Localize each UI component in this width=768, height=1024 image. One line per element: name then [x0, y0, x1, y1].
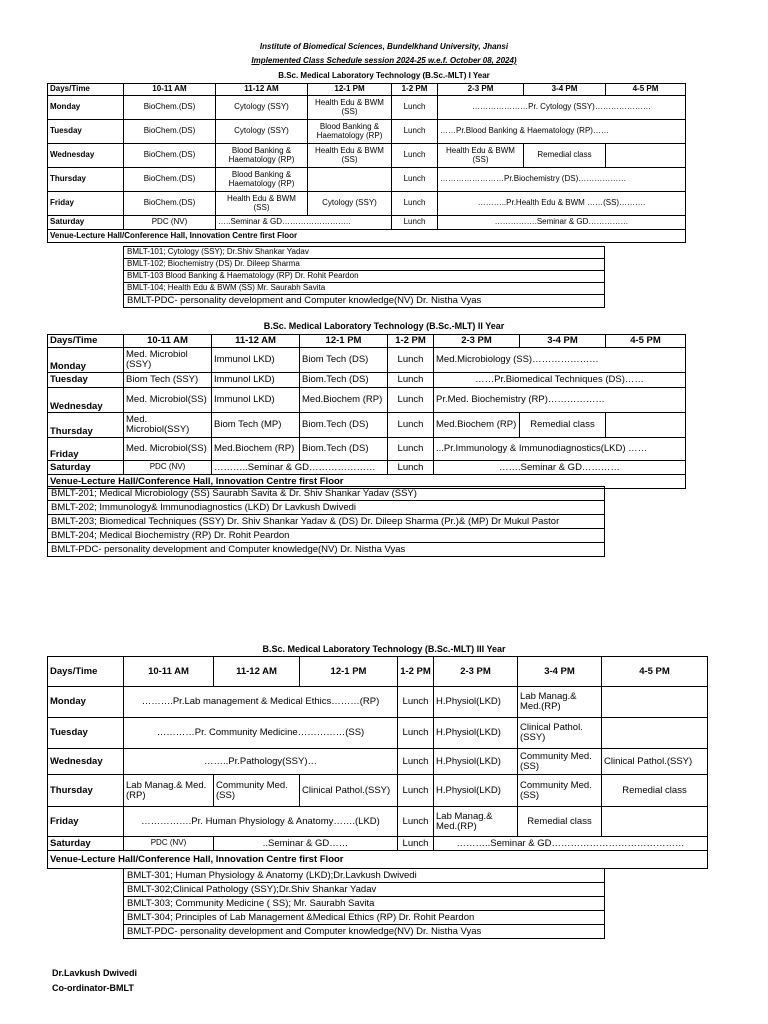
class-cell: ……Pr.Blood Banking & Haematology (RP)…… — [438, 120, 686, 144]
class-cell: Remedial class — [520, 413, 606, 438]
lunch-cell: Lunch — [398, 687, 434, 718]
lunch-cell: Lunch — [388, 348, 434, 373]
class-cell: Lab Manag.& Med.(RP) — [124, 775, 214, 807]
class-cell: Community Med.(SS) — [214, 775, 300, 807]
class-cell: Cytology (SSY) — [308, 192, 392, 216]
list-item — [124, 911, 605, 925]
paper-text: BMLT-301; Human Physiology & Anatomy (LKD);Dr.Lavkush Dwivedi — [124, 869, 605, 883]
table-row — [48, 807, 708, 837]
schedule-title: Implemented Class Schedule session 2024-25 w.e.f. October 08, 2024) — [251, 56, 517, 65]
class-cell: …………Pr. Community Medicine……………(SS) — [124, 718, 398, 749]
table-row — [48, 718, 708, 749]
coordinator-role: Co-ordinator-BMLT — [52, 983, 134, 993]
col-header: 11-12 AM — [216, 84, 308, 96]
lunch-cell: Lunch — [388, 413, 434, 438]
class-cell: …………………Pr. Cytology (SSY)………………… — [438, 96, 686, 120]
day-cell: Monday — [48, 687, 124, 718]
class-cell: Blood Banking & Haematology (RP) — [216, 168, 308, 192]
year1-timetable — [47, 83, 686, 243]
table-row — [48, 413, 686, 438]
col-header: 4-5 PM — [602, 657, 708, 687]
class-cell: Community Med.(SS) — [518, 775, 602, 807]
lunch-cell: Lunch — [392, 96, 438, 120]
col-header: 11-12 AM — [212, 335, 300, 348]
class-cell: Immunol LKD) — [212, 388, 300, 413]
table-row — [48, 144, 686, 168]
class-cell: …….Seminar & GD………… — [434, 461, 686, 475]
list-item — [48, 543, 605, 557]
class-cell: ………..Seminar & GD…………………………………… — [434, 837, 708, 851]
class-cell: PDC (NV) — [124, 216, 216, 230]
class-cell: BioChem.(DS) — [124, 120, 216, 144]
lunch-cell: Lunch — [398, 749, 434, 775]
class-cell: Immunol LKD) — [212, 373, 300, 388]
paper-text: BMLT-104; Health Edu & BWM (SS) Mr. Saurabh Savita — [124, 283, 605, 295]
col-header: Days/Time — [48, 335, 124, 348]
day-cell: Wednesday — [48, 144, 124, 168]
day-cell: Tuesday — [48, 120, 124, 144]
paper-text: BMLT-PDC- personality development and Computer knowledge(NV) Dr. Nistha Vyas — [124, 925, 605, 939]
class-cell: Blood Banking & Haematology (RP) — [308, 120, 392, 144]
venue-text: Venue-Lecture Hall/Conference Hall, Innovation Centre first Floor — [48, 851, 708, 869]
paper-text: BMLT-101; Cytology (SSY); Dr.Shiv Shankar Yadav — [124, 247, 605, 259]
year2-timetable — [47, 334, 686, 489]
paper-text: BMLT-201; Medical Microbiology (SS) Saurabh Savita & Dr. Shiv Shankar Yadav (SSY) — [48, 487, 605, 501]
paper-text: BMLT-304; Principles of Lab Management &Medical Ethics (RP) Dr. Rohit Peardon — [124, 911, 605, 925]
col-header: 1-2 PM — [398, 657, 434, 687]
class-cell: Med. Microbiol(SSY) — [124, 413, 212, 438]
list-item — [124, 897, 605, 911]
year3-timetable — [47, 656, 708, 869]
paper-text: BMLT-103 Blood Banking & Haematology (RP) Dr. Rohit Peardon — [124, 271, 605, 283]
coordinator-name: Dr.Lavkush Dwivedi — [52, 968, 138, 978]
paper-text: BMLT-PDC- personality development and Computer knowledge(NV) Dr. Nistha Vyas — [124, 295, 605, 308]
table-row — [48, 192, 686, 216]
list-item — [124, 883, 605, 897]
lunch-cell: Lunch — [388, 438, 434, 461]
table-row — [48, 120, 686, 144]
class-cell: Biom.Tech (DS) — [300, 438, 388, 461]
lunch-cell: Lunch — [388, 373, 434, 388]
col-header: 3-4 PM — [524, 84, 606, 96]
class-cell: Health Edu & BWM (SS) — [308, 144, 392, 168]
lunch-cell: Lunch — [398, 807, 434, 837]
class-cell: Med.Microbiology (SS)………………… — [434, 348, 686, 373]
paper-text: BMLT-302;Clinical Pathology (SSY);Dr.Shiv Shankar Yadav — [124, 883, 605, 897]
class-cell: Remedial class — [518, 807, 602, 837]
col-header: Days/Time — [48, 84, 124, 96]
table-row — [48, 388, 686, 413]
class-cell: Biom Tech (SSY) — [124, 373, 212, 388]
table-header-row — [48, 657, 708, 687]
class-cell: Pr.Med. Biochemistry (RP)……………… — [434, 388, 686, 413]
lunch-cell: Lunch — [388, 388, 434, 413]
paper-text: BMLT-102; Biochemistry (DS) Dr. Dileep Sharma — [124, 259, 605, 271]
class-cell: Remedial class — [524, 144, 606, 168]
col-header: Days/Time — [48, 657, 124, 687]
day-cell: Thursday — [48, 413, 124, 438]
class-cell: Biom.Tech (DS) — [300, 373, 388, 388]
class-cell: Lab Manag.& Med.(RP) — [518, 687, 602, 718]
lunch-cell: Lunch — [392, 192, 438, 216]
table-header-row — [48, 335, 686, 348]
year2-paper-list — [47, 486, 605, 557]
class-cell: Med. Microbiol (SSY) — [124, 348, 212, 373]
col-header: 2-3 PM — [434, 657, 518, 687]
class-cell: H.Physiol(LKD) — [434, 687, 518, 718]
class-cell: PDC (NV) — [124, 837, 214, 851]
list-item — [124, 259, 605, 271]
day-cell: Wednesday — [48, 749, 124, 775]
venue-text: Venue-Lecture Hall/Conference Hall, Innovation Centre first Floor — [48, 475, 686, 489]
table-row — [48, 373, 686, 388]
list-item — [124, 271, 605, 283]
table-row — [48, 461, 686, 475]
day-cell: Monday — [48, 348, 124, 373]
day-cell: Tuesday — [48, 718, 124, 749]
col-header: 2-3 PM — [438, 84, 524, 96]
list-item — [48, 515, 605, 529]
day-cell: Thursday — [48, 168, 124, 192]
col-header: 12-1 PM — [308, 84, 392, 96]
class-cell: H.Physiol(LKD) — [434, 749, 518, 775]
class-cell: …………….Pr. Human Physiology & Anatomy…….(LKD) — [124, 807, 398, 837]
list-item — [124, 283, 605, 295]
class-cell: ……….Pr.Lab management & Medical Ethics………(RP) — [124, 687, 398, 718]
class-cell — [602, 718, 708, 749]
year1-title: B.Sc. Medical Laboratory Technology (B.Sc.-MLT) I Year — [278, 71, 490, 80]
day-cell: Saturday — [48, 216, 124, 230]
class-cell: Clinical Pathol.(SSY) — [300, 775, 398, 807]
day-cell: Thursday — [48, 775, 124, 807]
class-cell: Health Edu & BWM (SS) — [308, 96, 392, 120]
class-cell — [308, 168, 392, 192]
class-cell — [606, 144, 686, 168]
table-row — [48, 216, 686, 230]
institute-name: Institute of Biomedical Sciences, Bundelkhand University, Jhansi — [259, 42, 509, 51]
class-cell: …..Seminar & GD…………………….. — [216, 216, 392, 230]
venue-row — [48, 851, 708, 869]
paper-text: BMLT-203; Biomedical Techniques (SSY) Dr. Shiv Shankar Yadav & (DS) Dr. Dileep Sharma (Pr.)& (MP) Dr Mukul Pastor — [48, 515, 605, 529]
class-cell: ...Pr.Immunology & Immunodiagnostics(LKD) …… — [434, 438, 686, 461]
class-cell: Med. Microbiol(SS) — [124, 388, 212, 413]
class-cell: Med. Microbiol(SS) — [124, 438, 212, 461]
class-cell: ………..Seminar & GD………………… — [212, 461, 388, 475]
table-row — [48, 438, 686, 461]
class-cell: ……..Pr.Pathology(SSY)… — [124, 749, 398, 775]
day-cell: Friday — [48, 438, 124, 461]
list-item — [124, 869, 605, 883]
col-header: 10-11 AM — [124, 84, 216, 96]
class-cell: Health Edu & BWM (SS) — [216, 192, 308, 216]
table-row — [48, 687, 708, 718]
day-cell: Tuesday — [48, 373, 124, 388]
class-cell: Med.Biochem (RP) — [434, 413, 520, 438]
table-row — [48, 168, 686, 192]
class-cell: PDC (NV) — [124, 461, 212, 475]
lunch-cell: Lunch — [392, 120, 438, 144]
col-header: 3-4 PM — [520, 335, 606, 348]
lunch-cell: Lunch — [392, 168, 438, 192]
day-cell: Saturday — [48, 461, 124, 475]
table-row — [48, 348, 686, 373]
list-item — [124, 247, 605, 259]
venue-row — [48, 230, 686, 243]
class-cell: BioChem.(DS) — [124, 144, 216, 168]
class-cell — [602, 807, 708, 837]
col-header: 1-2 PM — [392, 84, 438, 96]
table-row — [48, 96, 686, 120]
year3-paper-list — [123, 868, 605, 939]
venue-text: Venue-Lecture Hall/Conference Hall, Innovation Centre first Floor — [48, 230, 686, 243]
day-cell: Wednesday — [48, 388, 124, 413]
class-cell — [602, 687, 708, 718]
day-cell: Friday — [48, 192, 124, 216]
lunch-cell: Lunch — [392, 216, 438, 230]
class-cell: ……Pr.Biomedical Techniques (DS)…… — [434, 373, 686, 388]
table-row — [48, 837, 708, 851]
class-cell: Health Edu & BWM (SS) — [438, 144, 524, 168]
year1-paper-list — [123, 246, 605, 308]
class-cell: BioChem.(DS) — [124, 192, 216, 216]
class-cell: Biom.Tech (DS) — [300, 413, 388, 438]
day-cell: Friday — [48, 807, 124, 837]
class-cell: Clinical Pathol.(SSY) — [518, 718, 602, 749]
class-cell: Med.Biochem (RP) — [212, 438, 300, 461]
day-cell: Saturday — [48, 837, 124, 851]
col-header: 10-11 AM — [124, 335, 212, 348]
class-cell: Community Med.(SS) — [518, 749, 602, 775]
class-cell: ……………………Pr.Biochemistry (DS)……………… — [438, 168, 686, 192]
col-header: 12-1 PM — [300, 657, 398, 687]
class-cell: BioChem.(DS) — [124, 96, 216, 120]
lunch-cell: Lunch — [388, 461, 434, 475]
year2-title: B.Sc. Medical Laboratory Technology (B.Sc.-MLT) II Year — [263, 321, 505, 331]
paper-text: BMLT-204; Medical Biochemistry (RP) Dr. Rohit Peardon — [48, 529, 605, 543]
class-cell: ..Seminar & GD…… — [214, 837, 398, 851]
class-cell: Med.Biochem (RP) — [300, 388, 388, 413]
col-header: 4-5 PM — [606, 84, 686, 96]
lunch-cell: Lunch — [392, 144, 438, 168]
col-header: 12-1 PM — [300, 335, 388, 348]
paper-text: BMLT-202; Immunology& Immunodiagnostics (LKD) Dr Lavkush Dwivedi — [48, 501, 605, 515]
list-item — [124, 925, 605, 939]
list-item — [124, 295, 605, 308]
paper-text: BMLT-PDC- personality development and Computer knowledge(NV) Dr. Nistha Vyas — [48, 543, 605, 557]
col-header: 10-11 AM — [124, 657, 214, 687]
col-header: 11-12 AM — [214, 657, 300, 687]
class-cell: ………..Pr.Health Edu & BWM ……(SS)………. — [438, 192, 686, 216]
lunch-cell: Lunch — [398, 718, 434, 749]
class-cell: H.Physiol(LKD) — [434, 718, 518, 749]
list-item — [48, 529, 605, 543]
col-header: 3-4 PM — [518, 657, 602, 687]
class-cell: BioChem.(DS) — [124, 168, 216, 192]
class-cell: Biom Tech (DS) — [300, 348, 388, 373]
year3-title: B.Sc. Medical Laboratory Technology (B.Sc.-MLT) III Year — [262, 644, 506, 654]
class-cell: Cytology (SSY) — [216, 96, 308, 120]
col-header: 2-3 PM — [434, 335, 520, 348]
table-row — [48, 775, 708, 807]
class-cell: Blood Banking & Haematology (RP) — [216, 144, 308, 168]
class-cell: Remedial class — [602, 775, 708, 807]
list-item — [48, 487, 605, 501]
col-header: 1-2 PM — [388, 335, 434, 348]
class-cell: H.Physiol(LKD) — [434, 775, 518, 807]
paper-text: BMLT-303; Community Medicine ( SS); Mr. Saurabh Savita — [124, 897, 605, 911]
class-cell: Cytology (SSY) — [216, 120, 308, 144]
day-cell: Monday — [48, 96, 124, 120]
class-cell: Clinical Pathol.(SSY) — [602, 749, 708, 775]
class-cell: Lab Manag.& Med.(RP) — [434, 807, 518, 837]
list-item — [48, 501, 605, 515]
col-header: 4-5 PM — [606, 335, 686, 348]
table-row — [48, 749, 708, 775]
lunch-cell: Lunch — [398, 775, 434, 807]
class-cell: Biom Tech (MP) — [212, 413, 300, 438]
lunch-cell: Lunch — [398, 837, 434, 851]
class-cell: Immunol LKD) — [212, 348, 300, 373]
table-header-row — [48, 84, 686, 96]
class-cell — [606, 413, 686, 438]
class-cell: …………….Seminar & GD…………… — [438, 216, 686, 230]
